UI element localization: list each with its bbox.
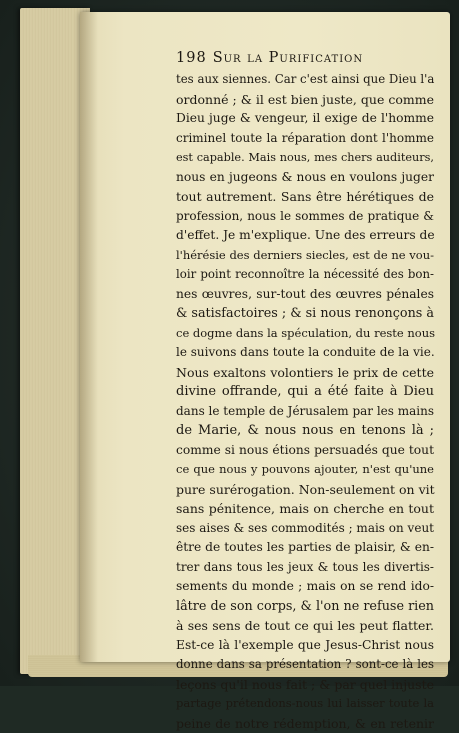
running-head xyxy=(176,48,434,68)
text-line: tes aux siennes. Car c'est ainsi que Dieu l'a xyxy=(176,70,434,90)
text-line: Est-ce là l'exemple que Jesus-Christ nous xyxy=(176,636,434,656)
text-line: être de toutes les parties de plaisir, & en- xyxy=(176,538,434,558)
text-line: à ses sens de tout ce qui les peut flatter. xyxy=(176,616,434,636)
text-line: criminel toute la réparation dont l'homme xyxy=(176,129,434,149)
text-line: pure surérogation. Non-seulement on vit xyxy=(176,480,434,500)
text-line: profession, nous le sommes de pratique & xyxy=(176,207,434,227)
text-line: trer dans tous les jeux & tous les divertis- xyxy=(176,558,434,578)
running-head-title: Sur la Purification xyxy=(213,48,363,68)
text-line: leçons qu'il nous fait ; & par quel injuste xyxy=(176,675,434,695)
text-line: sements du monde ; mais on se rend ido- xyxy=(176,577,434,597)
text-line: divine offrande, qui a été faite à Dieu xyxy=(176,382,434,402)
text-line: nous en jugeons & nous en voulons juger xyxy=(176,168,434,188)
text-line: l'hérésie des derniers siecles, est de ne vou- xyxy=(176,246,434,266)
text-line: le suivons dans toute la conduite de la vie. xyxy=(176,343,434,363)
text-line: comme si nous étions persuadés que tout xyxy=(176,441,434,461)
body-text xyxy=(176,70,434,733)
text-line: nes œuvres, sur-tout des œuvres pénales xyxy=(176,285,434,305)
text-line: loir point reconnoître la nécessité des bon- xyxy=(176,265,434,285)
text-line: ses aises & ses commodités ; mais on veut xyxy=(176,519,434,539)
text-line: ordonné ; & il est bien juste, que comme xyxy=(176,90,434,110)
text-line: d'effet. Je m'explique. Une des erreurs de xyxy=(176,226,434,246)
page-text xyxy=(176,48,434,733)
text-line: Dieu juge & vengeur, il exige de l'homme xyxy=(176,109,434,129)
page-number: 198 xyxy=(176,48,207,68)
text-line: & satisfactoires ; & si nous renonçons à xyxy=(176,304,434,324)
text-line: sans pénitence, mais on cherche en tout xyxy=(176,499,434,519)
text-line: Nous exaltons volontiers le prix de cette xyxy=(176,363,434,383)
gutter-shadow xyxy=(80,12,98,662)
text-line: de Marie, & nous nous en tenons là ; xyxy=(176,421,434,441)
text-line: peine de notre rédemption, & en retenir xyxy=(176,714,434,733)
text-line: ce dogme dans la spéculation, du reste nous xyxy=(176,324,434,344)
text-line: est capable. Mais nous, mes chers auditeurs, xyxy=(176,148,434,168)
text-line: tout autrement. Sans être hérétiques de xyxy=(176,187,434,207)
text-line: donne dans sa présentation ? sont-ce là les xyxy=(176,655,434,675)
text-line: ce que nous y pouvons ajouter, n'est qu'une xyxy=(176,460,434,480)
text-line: dans le temple de Jérusalem par les mains xyxy=(176,402,434,422)
text-line: lâtre de son corps, & l'on ne refuse rien xyxy=(176,597,434,617)
text-line: partage prétendons-nous lui laisser toute la xyxy=(176,694,434,714)
